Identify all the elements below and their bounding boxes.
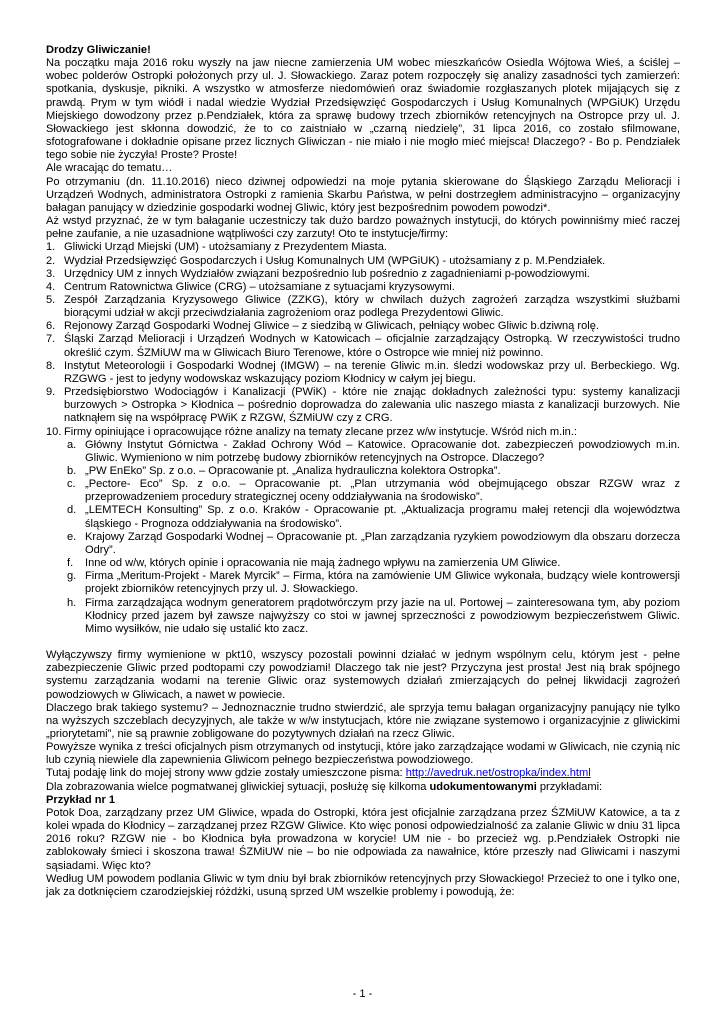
list-item xyxy=(46,478,680,504)
list-item xyxy=(46,386,680,425)
item-text: „PW EnEko” Sp. z o.o. – Opracowanie pt. „Analiza hydrauliczna kolektora Ostropka”. xyxy=(85,465,501,477)
list-item xyxy=(46,268,680,281)
item-number: 3. xyxy=(46,267,56,280)
item-letter: d. xyxy=(67,504,77,517)
item-text: „Pectore- Eco” Sp. z o.o. – Opracowanie pt. „Plan utrzymania wód obejmującego obszar RZGW wraz z przeprowadzeniem procedury strategicznej oceny oddziaływania na środowisko”. xyxy=(85,478,680,504)
item-text: Firmy opiniujące i opracowujące różne analizy na tematy zlecane przez w/w instytucje. Wśród nich m.in.: xyxy=(64,425,577,438)
list-item xyxy=(46,597,680,636)
list-item xyxy=(46,426,680,637)
list-item xyxy=(46,531,680,557)
item-text: Przedsiębiorstwo Wodociągów i Kanalizacji (PWiK) - które nie znając dokładnych zależności typu: systemy kanalizacji burzowych > Ostropka > Kłodnica – pośrednio doprowadza do zalewania ulic naszego miasta z kanalizacji burzowych. Nie natknąłem się na współpracę PWiK z RZGW, ŚZMiUW czy z CRG. xyxy=(64,386,680,425)
item-letter: g. xyxy=(67,570,77,583)
illustration-prefix: Dla zobrazowania wielce pogmatwanej gliwickiej sytuacji, posłużę się kilkoma xyxy=(46,780,430,793)
illustration-emphasis: udokumentowanymi xyxy=(429,780,537,793)
example-title: Przykład nr 1 xyxy=(46,793,116,806)
intro-paragraph: Na początku maja 2016 roku wyszły na jaw niecne zamierzenia UM wobec mieszkańców Osiedla Wójtowa Wieś, a ściślej – wobec polderów Ostropki położonych przy ul. J. Słowackiego. Zaraz potem rozpoczęły się analizy zasadności tych zamierzeń: spotkania, dyskusje, pikniki. A wszystko w atmosferze niedomówień oraz świadomie rozgłaszanych plotek mijających się z prawdą. Prym w tym wiódł i nadal wiedzie Wydział Przedsięwzięć Gospodarczych i Usług Komunalnych (WPGiUK) Urzędu Miejskiego dowodzony przez p.Pendziałek, która za sprawę budowy trzech zbiorników retencyjnych na Ostropce przy ul. J. Słowackiego jest skłonna dowodzić, że to co zaistniało w „czarną niedzielę”, 31 lipca 2016, co zostało sfilmowane, sfotografowane i dokładnie opisane przez licznych Gliwiczan - nie miało i nie mogło mieć miejsca! Dlaczego? - Bo p. Pendziałek tego sobie nie życzyła! Proste? Proste! xyxy=(46,57,680,162)
item-text: Firma „Meritum-Projekt - Marek Myrcik” – Firma, która na zamówienie UM Gliwice wykonała, budzący wiele kontrowersji projekt zbiorników retencyjnych przy ul. J. Słowackiego. xyxy=(85,570,680,596)
list-item xyxy=(46,570,680,596)
greeting: Drodzy Gliwiczanie! xyxy=(46,44,151,56)
item-text: Instytut Meteorologii i Gospodarki Wodnej (IMGW) – na terenie Gliwic m.in. śledzi wodowskaz przy ul. Berbeckiego. Wg. RZGWG - jest to jedyny wodowskaz wskazujący poziom Kłodnicy w całym jej biegu. xyxy=(64,359,680,385)
list-item xyxy=(46,557,680,570)
item-text: Śląski Zarząd Melioracji i Urządzeń Wodnych w Katowicach – oficjalnie zarządzający Ostropką. W rzeczywistości trudno określić czym. ŚZMiUW ma w Gliwicach Biuro Terenowe, które o Ostropce wie mniej niż powinno. xyxy=(64,333,680,359)
item-letter: b. xyxy=(67,465,77,477)
item-text: Wydział Przedsięwzięć Gospodarczych i Usług Komunalnych UM (WPGiUK) - utożsamiany z p. M.Pendziałek. xyxy=(64,254,606,267)
item-number: 9. xyxy=(46,386,56,399)
list-item xyxy=(46,465,680,478)
item-text: Gliwicki Urząd Miejski (UM) - utożsamiany z Prezydentem Miasta. xyxy=(64,241,388,254)
item-text: Zespół Zarządzania Kryzysowego Gliwice (ZZKG), który w chwilach dużych zagrożeń zarządza wszystkimi służbami biorącymi udział w akcji przeciwdziałania zagrożeniom oraz podlega Prezydentowi Gliwic. xyxy=(64,293,680,320)
illustration-suffix: przykładami: xyxy=(536,780,603,793)
body-paragraph: Powyższe wynika z treści oficjalnych pism otrzymanych od instytucji, które jako zarządzające wodami w Gliwicach, nie czynią nic lub czynią niewiele dla zapewnienia Gliwicom pełnego bezpieczeństwa powodziowego. xyxy=(46,741,680,767)
item-number: 1. xyxy=(46,241,56,254)
item-text: Główny Instytut Górnictwa - Zakład Ochrony Wód – Katowice. Opracowanie dot. zabezpieczeń powodziowych m.in. Gliwic. Wymieniono w nim potrzebę budowy zbiorników retencyjnych na Ostropce. Dlaczego? xyxy=(85,438,680,464)
page-number: - 1 - xyxy=(352,988,373,1000)
item-text: Krajowy Zarząd Gospodarki Wodnej – Opracowanie pt. „Plan zarządzania ryzykiem powodziowym dla obszaru dorzecza Odry”. xyxy=(85,530,680,556)
item-number: 2. xyxy=(46,254,56,267)
document-body xyxy=(46,44,680,899)
list-item xyxy=(46,255,680,268)
item-number: 6. xyxy=(46,320,56,333)
intro-paragraph: Aż wstyd przyznać, że w tym bałaganie uczestniczy tak dużo bardzo poważnych instytucji, do których powinniśmy mieć raczej pełne zaufanie, a nie uzasadnione wątpliwości czy zarzuty! Oto te instytucje/firmy: xyxy=(46,215,680,241)
intro-paragraph: Ale wracając do tematu… xyxy=(46,162,173,175)
body-paragraph: Dlaczego brak takiego systemu? – Jednoznacznie trudno stwierdzić, ale sprzyja temu bałagan organizacyjny panujący nie tylko na wyższych szczeblach decyzyjnych, ale także w w/w instytucjach, które nie związane systemowo i organizacyjnie z gliwickimi „priorytetami”, nie są prawnie zobligowane do pozytywnych działań na rzecz Gliwic. xyxy=(46,701,680,740)
list-item xyxy=(46,241,680,254)
item-text: Urzędnicy UM z innych Wydziałów związani bezpośrednio lub pośrednio z zagadnieniami p-powodziowymi. xyxy=(64,267,590,280)
firms-list xyxy=(46,439,680,636)
item-letter: c. xyxy=(67,478,76,491)
list-item xyxy=(46,320,680,333)
list-item xyxy=(46,439,680,465)
body-paragraph: Wyłączywszy firmy wymienione w pkt10, wszyscy pozostali powinni działać w jednym wspólnym celu, którym jest - pełne zabezpieczenie Gliwic przed podtopami czy powodziami! Dlaczego tak nie jest? Przyczyna jest prosta! Jest nią brak spójnego systemu zarządzania wodami na terenie Gliwic oraz systemowych działań zmierzających do pełnej likwidacji zagrożeń powodziowych w Gliwicach, a nawet w powiecie. xyxy=(46,649,680,701)
item-text: Rejonowy Zarząd Gospodarki Wodnej Gliwice – z siedzibą w Gliwicach, pełniący wobec Gliwic b.dziwną rolę. xyxy=(64,320,599,333)
illustration-paragraph xyxy=(46,781,680,794)
link-paragraph xyxy=(46,767,680,780)
list-item xyxy=(46,504,680,530)
intro-paragraph: Po otrzymaniu (dn. 11.10.2016) nieco dziwnej odpowiedzi na moje pytania skierowane do Śląskiego Zarządu Melioracji i Urządzeń Wodnych, administratora Ostropki z ramienia Skarbu Państwa, w pełni dostrzegłem administracyjno – organizacyjny bałagan panujący w dziedzinie gospodarki wodnej Gliwic, który jest bezpośrednim powodem powodzi*. xyxy=(46,175,680,214)
link-prefix: Tutaj podaję link do mojej strony www gdzie zostały umieszczone pisma: xyxy=(46,767,406,780)
item-text: Centrum Ratownictwa Gliwice (CRG) – utożsamiane z sytuacjami kryzysowymi. xyxy=(64,280,455,293)
item-letter: f. xyxy=(67,557,74,570)
item-text: Inne od w/w, których opinie i opracowania nie mają żadnego wpływu na zamierzenia UM Gliwice. xyxy=(85,557,561,570)
list-item xyxy=(46,281,680,294)
item-letter: h. xyxy=(67,596,77,609)
item-number: 7. xyxy=(46,333,56,346)
example-paragraph: Według UM powodem podlania Gliwic w tym dniu był brak zbiorników retencyjnych przy Słowackiego! Przecież to one i tylko one, jak za dotknięciem czarodziejskiej różdżki, usuną sprzed UM wszelkie problemy i powodują, że: xyxy=(46,872,680,898)
item-number: 10. xyxy=(46,425,62,438)
list-item xyxy=(46,360,680,386)
list-item xyxy=(46,294,680,320)
example-paragraph: Potok Doa, zarządzany przez UM Gliwice, wpada do Ostropki, która jest oficjalnie zarządzana przez ŚZMiUW Katowice, a ta z kolei wpada do Kłodnicy – zarządzanej przez RZGW Gliwice. Kto więc ponosi odpowiedzialność za zalanie Gliwic w dniu 31 lipca 2016 roku? RZGW nie - bo Kłodnica była prowadzona w korycie! UM nie - bo przecież wg. p.Pendziałek Ostropki nie zablokowały śmieci i skoszona trawa! ŚZMiUW nie – bo nie odpowiada za nawałnice, które przeszły nad Gliwicami i naszymi sąsiadami. Więc kto? xyxy=(46,806,680,872)
item-number: 8. xyxy=(46,359,56,372)
item-number: 5. xyxy=(46,293,56,306)
ostropka-website-link[interactable]: http://avedruk.net/ostropka/index.html xyxy=(405,767,591,780)
item-letter: a. xyxy=(67,438,77,451)
item-text: Firma zarządzająca wodnym generatorem prądotwórczym przy jazie na ul. Portowej – zainteresowana tym, aby poziom Kłodnicy przed jazem był zawsze najwyższy co stoi w jawnej sprzeczności z powodziowym bezpieczeństwem Gliwic. Mimo wysiłków, nie udało się ustalić kto zacz. xyxy=(85,596,680,635)
item-text: „LEMTECH Konsulting” Sp. z o.o. Kraków - Opracowanie pt. „Aktualizacja programu małej retencji dla województwa śląskiego - Prognoza oddziaływania na środowisko”. xyxy=(85,504,680,530)
institutions-list xyxy=(46,241,680,636)
item-letter: e. xyxy=(67,530,77,543)
list-item xyxy=(46,333,680,359)
item-number: 4. xyxy=(46,280,56,293)
